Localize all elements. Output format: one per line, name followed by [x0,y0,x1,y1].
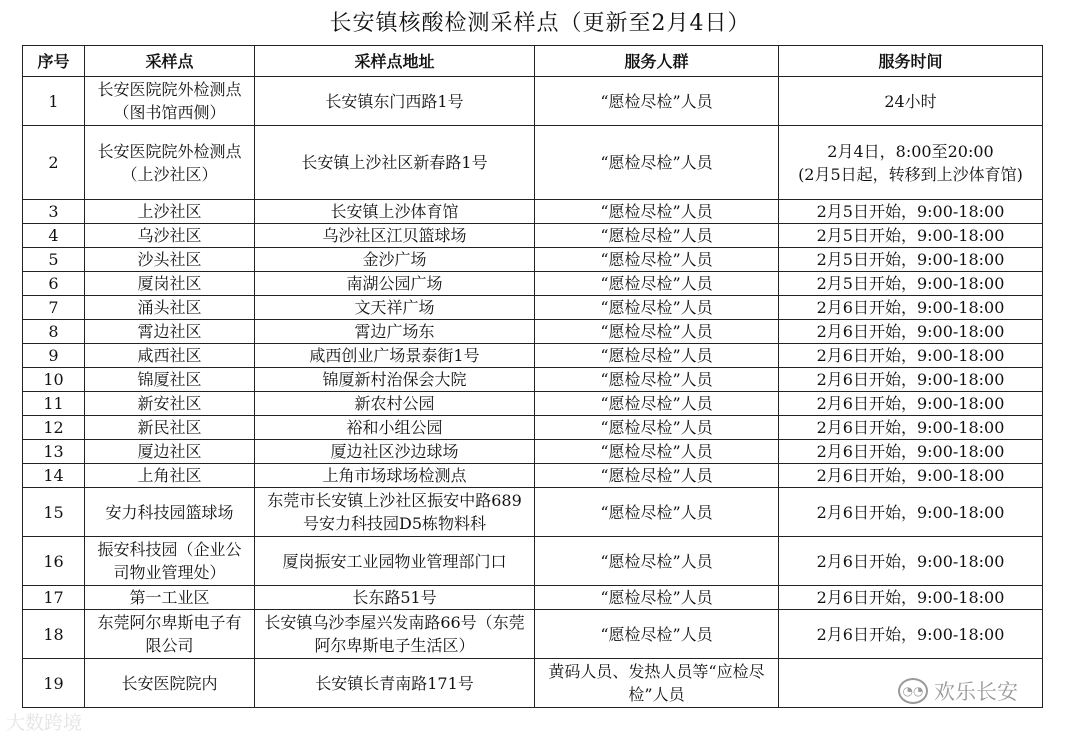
table-row [23,464,1043,488]
table-cell: 锦厦社区 [85,368,255,392]
table-cell: 第一工业区 [85,586,255,610]
table-cell: 2月6日开始，9:00-18:00 [779,344,1043,368]
table-row [23,126,1043,200]
table-cell: 厦岗振安工业园物业管理部门口 [255,537,535,586]
watermark-left: 大数跨境 [6,712,83,734]
table-cell: 长安镇上沙体育馆 [255,200,535,224]
table-cell: “愿检尽检”人员 [535,440,779,464]
table-cell: 9 [23,344,85,368]
table-cell: “愿检尽检”人员 [535,344,779,368]
table-row [23,224,1043,248]
table-row [23,440,1043,464]
table-cell: 乌沙社区 [85,224,255,248]
column-header: 序号 [23,46,85,77]
table-cell: 厦岗社区 [85,272,255,296]
table-cell: 2月6日开始，9:00-18:00 [779,440,1043,464]
table-row [23,77,1043,126]
table-cell: 2月6日开始，9:00-18:00 [779,368,1043,392]
table-cell: 霄边社区 [85,320,255,344]
table-row [23,272,1043,296]
table-cell: 长安镇上沙社区新春路1号 [255,126,535,200]
table-cell: 新民社区 [85,416,255,440]
table-row [23,320,1043,344]
table-cell: 2月6日开始，9:00-18:00 [779,488,1043,537]
table-row [23,296,1043,320]
table-cell: 2月6日开始，9:00-18:00 [779,320,1043,344]
table-cell: 19 [23,659,85,708]
table-cell: 11 [23,392,85,416]
table-cell: 乌沙社区江贝篮球场 [255,224,535,248]
table-row [23,392,1043,416]
table-cell: 长安镇东门西路1号 [255,77,535,126]
table-cell: 长安医院院外检测点（上沙社区） [85,126,255,200]
table-row [23,586,1043,610]
table-cell: 裕和小组公园 [255,416,535,440]
table-cell: “愿检尽检”人员 [535,248,779,272]
table-row [23,610,1043,659]
table-cell: 2月5日开始，9:00-18:00 [779,248,1043,272]
table-cell: “愿检尽检”人员 [535,488,779,537]
sampling-sites-table [22,45,1043,708]
column-header: 服务人群 [535,46,779,77]
table-cell: 5 [23,248,85,272]
table-cell: 新农村公园 [255,392,535,416]
table-cell: 17 [23,586,85,610]
table-cell: 东莞阿尔卑斯电子有限公司 [85,610,255,659]
table-row [23,248,1043,272]
table-cell: 4 [23,224,85,248]
table-cell: “愿检尽检”人员 [535,224,779,248]
table-cell: “愿检尽检”人员 [535,272,779,296]
table-cell: “愿检尽检”人员 [535,416,779,440]
table-cell: “愿检尽检”人员 [535,586,779,610]
table-cell: 2月6日开始，9:00-18:00 [779,392,1043,416]
table-cell: 锦厦新村治保会大院 [255,368,535,392]
table-cell: 咸西社区 [85,344,255,368]
table-row [23,368,1043,392]
table-cell: 上沙社区 [85,200,255,224]
table-cell: “愿检尽检”人员 [535,200,779,224]
table-cell: “愿检尽检”人员 [535,392,779,416]
table-cell: 2 [23,126,85,200]
table-cell: 15 [23,488,85,537]
table-cell: 1 [23,77,85,126]
table-cell: 7 [23,296,85,320]
table-cell: 长安镇乌沙李屋兴发南路66号（东莞阿尔卑斯电子生活区） [255,610,535,659]
table-cell: 东莞市长安镇上沙社区振安中路689号安力科技园D5栋物料科 [255,488,535,537]
table-cell: 南湖公园广场 [255,272,535,296]
table-cell: 沙头社区 [85,248,255,272]
table-cell: 2月5日开始，9:00-18:00 [779,224,1043,248]
table-cell: “愿检尽检”人员 [535,610,779,659]
table-cell: 黄码人员、发热人员等“应检尽检”人员 [535,659,779,708]
watermark-right [898,676,1018,706]
table-cell: 16 [23,537,85,586]
column-header: 采样点地址 [255,46,535,77]
watermark-right-text: 欢乐长安 [934,680,1018,704]
table-cell: 上角市场球场检测点 [255,464,535,488]
table-cell: 18 [23,610,85,659]
table-cell: 8 [23,320,85,344]
table-cell: 2月6日开始，9:00-18:00 [779,537,1043,586]
table-cell: 24小时 [779,77,1043,126]
table-cell: 新安社区 [85,392,255,416]
table-cell: “愿检尽检”人员 [535,77,779,126]
table-cell: 安力科技园篮球场 [85,488,255,537]
table-cell: 2月6日开始，9:00-18:00 [779,610,1043,659]
table-row [23,200,1043,224]
table-header-row [23,46,1043,77]
table-cell: 2月5日开始，9:00-18:00 [779,200,1043,224]
table-cell: 霄边广场东 [255,320,535,344]
table-cell: 2月5日开始，9:00-18:00 [779,272,1043,296]
table-cell: 2月4日，8:00至20:00 (2月5日起，转移到上沙体育馆) [779,126,1043,200]
table-cell: 2月6日开始，9:00-18:00 [779,586,1043,610]
table-cell: “愿检尽检”人员 [535,126,779,200]
table-cell: 厦边社区沙边球场 [255,440,535,464]
table-cell: 10 [23,368,85,392]
table-cell: 咸西创业广场景泰街1号 [255,344,535,368]
table-cell: 长东路51号 [255,586,535,610]
column-header: 服务时间 [779,46,1043,77]
column-header: 采样点 [85,46,255,77]
table-row [23,344,1043,368]
wechat-icon: ◔◔ [898,678,928,704]
table-cell: 长安医院院内 [85,659,255,708]
table-cell: 金沙广场 [255,248,535,272]
table-cell: 振安科技园（企业公司物业管理处） [85,537,255,586]
table-body [23,77,1043,708]
table-cell: “愿检尽检”人员 [535,368,779,392]
table-cell: “愿检尽检”人员 [535,464,779,488]
table-cell: 涌头社区 [85,296,255,320]
table-cell: 2月6日开始，9:00-18:00 [779,296,1043,320]
table-cell: 12 [23,416,85,440]
table-cell: 文天祥广场 [255,296,535,320]
table-cell: 上角社区 [85,464,255,488]
table-cell: 14 [23,464,85,488]
table-cell: 13 [23,440,85,464]
table-cell: 长安医院院外检测点（图书馆西侧） [85,77,255,126]
table-cell: 2月6日开始，9:00-18:00 [779,416,1043,440]
table-cell: “愿检尽检”人员 [535,296,779,320]
table-cell: 厦边社区 [85,440,255,464]
table-row [23,659,1043,708]
table-cell: 长安镇长青南路171号 [255,659,535,708]
page-title: 长安镇核酸检测采样点（更新至2月4日） [329,11,751,36]
table-row [23,537,1043,586]
table-row [23,488,1043,537]
table-cell: 6 [23,272,85,296]
table-row [23,416,1043,440]
table-cell: “愿检尽检”人员 [535,537,779,586]
table-cell: 3 [23,200,85,224]
table-cell: 2月6日开始，9:00-18:00 [779,464,1043,488]
table-cell: “愿检尽检”人员 [535,320,779,344]
